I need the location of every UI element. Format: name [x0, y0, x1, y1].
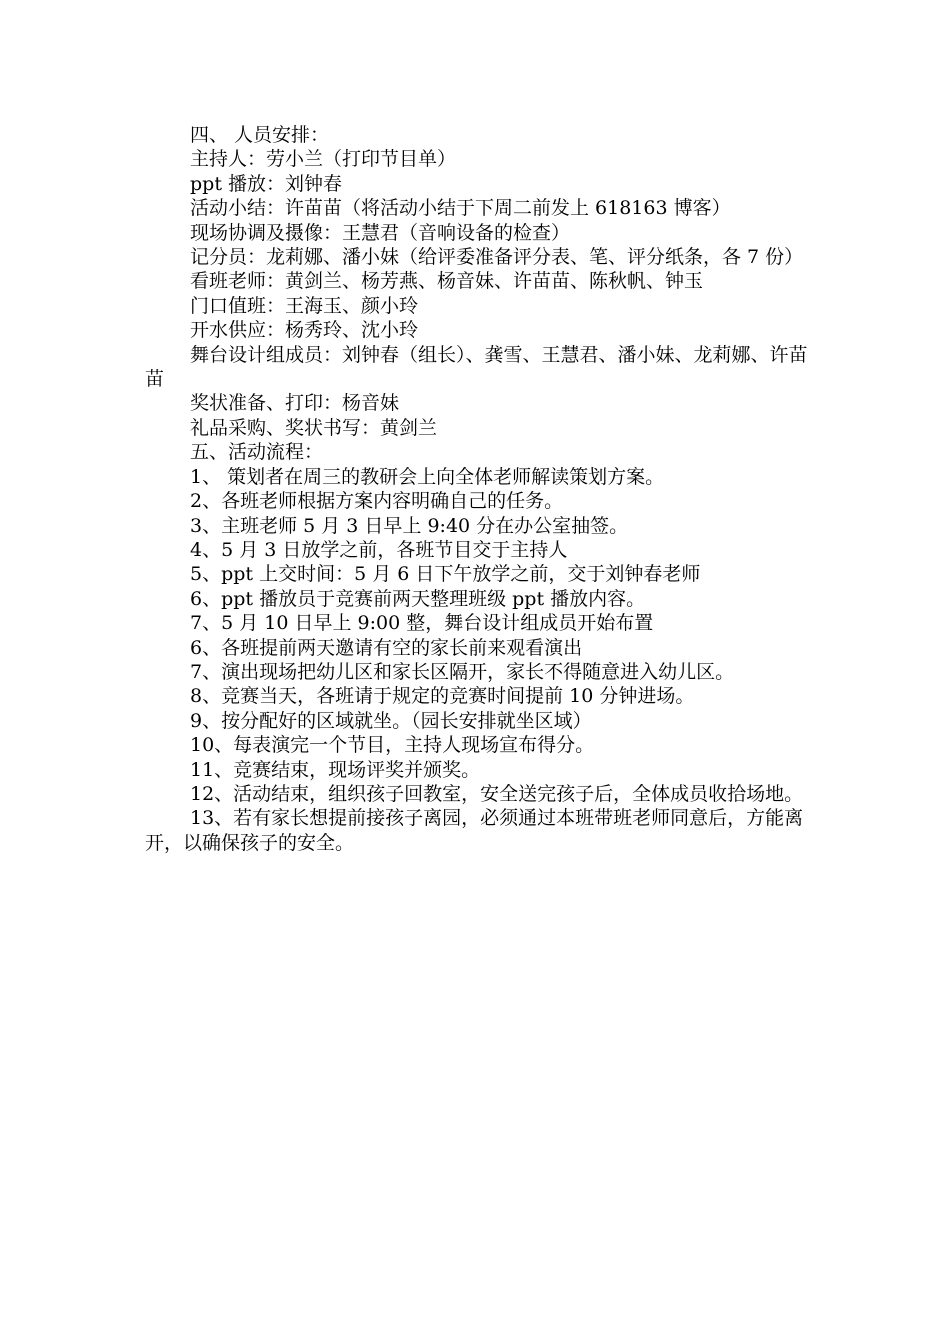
document-body — [145, 123, 815, 855]
paragraph-class-teachers: 看班老师：黄剑兰、杨芳燕、杨音妹、许苗苗、陈秋帆、钟玉 — [190, 270, 704, 293]
paragraph-host: 主持人：劳小兰（打印节目单） — [190, 148, 457, 171]
heading-activity-process: 五、活动流程： — [190, 441, 324, 464]
list-item: 13、若有家长想提前接孩子离园，必须通过本班带班老师同意后，方能离开，以确保孩子的安全。 — [145, 807, 804, 854]
paragraph-ppt-playback: ppt 播放：刘钟春 — [190, 172, 343, 195]
heading-staff-arrangement: 四、 人员安排： — [190, 124, 330, 146]
paragraph-gift-purchase: 礼品采购、奖状书写：黄剑兰 — [190, 416, 438, 439]
list-item: 7、演出现场把幼儿区和家长区隔开，家长不得随意进入幼儿区。 — [190, 660, 735, 683]
list-item: 12、活动结束，组织孩子回教室，安全送完孩子后，全体成员收拾场地。 — [190, 782, 804, 805]
paragraph-stage-design-team: 舞台设计组成员：刘钟春（组长）、龚雪、王慧君、潘小妹、龙莉娜、许苗苗 — [145, 343, 808, 391]
list-item: 4、5 月 3 日放学之前，各班节目交于主持人 — [190, 538, 568, 561]
paragraph-water-supply: 开水供应：杨秀玲、沈小玲 — [190, 319, 419, 342]
list-item: 5、ppt 上交时间：5 月 6 日下午放学之前，交于刘钟春老师 — [190, 563, 701, 586]
paragraph-door-duty: 门口值班：王海玉、颜小玲 — [190, 294, 419, 317]
list-item: 10、每表演完一个节目，主持人现场宣布得分。 — [190, 734, 595, 757]
list-item: 3、主班老师 5 月 3 日早上 9:40 分在办公室抽签。 — [190, 514, 629, 537]
list-item: 9、按分配好的区域就坐。（园长安排就坐区域） — [190, 709, 592, 732]
list-item: 2、各班老师根据方案内容明确自己的任务。 — [190, 490, 564, 513]
list-item: 8、竞赛当天，各班请于规定的竞赛时间提前 10 分钟进场。 — [190, 685, 695, 708]
paragraph-certificate-printing: 奖状准备、打印：杨音妹 — [190, 392, 400, 415]
list-item: 7、5 月 10 日早上 9:00 整，舞台设计组成员开始布置 — [190, 612, 654, 635]
paragraph-activity-summary: 活动小结：许苗苗（将活动小结于下周二前发上 618163 博客） — [190, 197, 731, 220]
paragraph-scorekeepers: 记分员：龙莉娜、潘小妹（给评委准备评分表、笔、评分纸条，各 7 份） — [190, 246, 804, 269]
paragraph-onsite-coordination: 现场协调及摄像：王慧君（音响设备的检查） — [190, 221, 571, 244]
list-item: 6、各班提前两天邀请有空的家长前来观看演出 — [190, 636, 583, 659]
list-item: 6、ppt 播放员于竞赛前两天整理班级 ppt 播放内容。 — [190, 587, 646, 610]
list-item: 11、竞赛结束，现场评奖并颁奖。 — [190, 758, 481, 781]
list-item: 1、 策划者在周三的教研会上向全体老师解读策划方案。 — [190, 465, 665, 488]
